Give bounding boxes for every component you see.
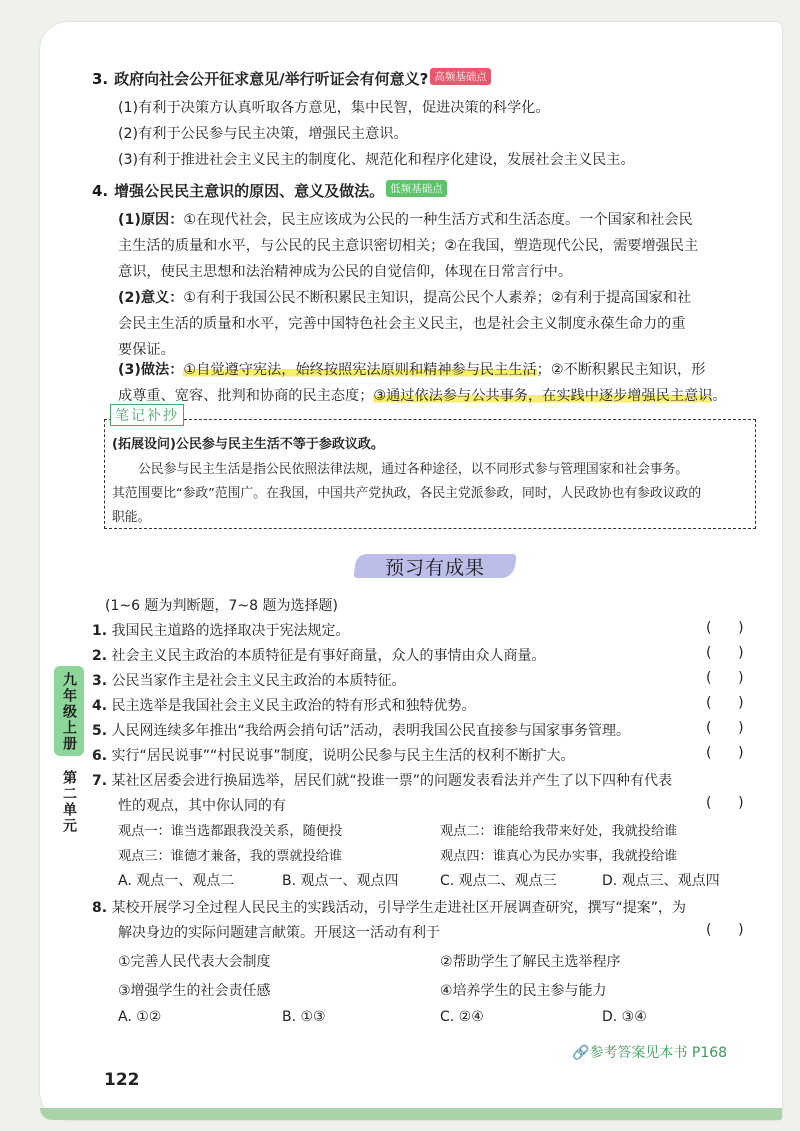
answer-blank[interactable]: ( ) (706, 620, 744, 636)
section-intro: (1~6 题为判断题，7~8 题为选择题) (105, 598, 338, 614)
grade-label: 九年级上册 (61, 672, 77, 752)
viewpoint-4: 观点四：谁真心为民办实事，我就投给谁 (440, 849, 678, 864)
section-banner (355, 550, 515, 582)
viewpoint-2: 观点二：谁能给我带来好处，我就投给谁 (440, 824, 678, 839)
judgment-item-2: 2. 社会主义民主政治的本质特征是有事好商量，众人的事情由众人商量。 (92, 648, 546, 664)
answer-reference: 🔗参考答案见本书 P168 (572, 1045, 728, 1061)
question-8-stem-2: 解决身边的实际问题建言献策。开展这一活动有利于 (118, 925, 440, 941)
question-7-stem: 7. 某社区居委会进行换届选举，居民们就“投谁一票”的问题发表看法并产生了以下四种有代表 (92, 773, 673, 789)
frequency-badge: 高频基础点 (430, 68, 491, 85)
q4-reason-line-2: 主生活的质量和水平，与公民的民主意识密切相关；②在我国，塑造现代公民，需要增强民主 (118, 238, 699, 254)
answer-blank[interactable]: ( ) (706, 720, 744, 736)
q3-point-1: (1)有利于决策方认真听取各方意见，集中民智，促进决策的科学化。 (118, 100, 550, 116)
option-c[interactable]: C. 观点二、观点三 (440, 873, 557, 889)
q4-meaning-line-1: (2)意义：①有利于我国公民不断积累民主知识，提高公民个人素养；②有利于提高国家和社 (118, 290, 692, 306)
answer-blank[interactable]: ( ) (706, 795, 744, 811)
viewpoint-1: 观点一：谁当选都跟我没关系，随便投 (118, 824, 343, 839)
answer-blank[interactable]: ( ) (706, 670, 744, 686)
statement-2: ②帮助学生了解民主选举程序 (440, 954, 621, 970)
q4-reason-line-3: 意识，使民主思想和法治精神成为公民的自觉信仰，体现在日常言行中。 (118, 264, 573, 280)
q4-method-line-2: 成尊重、宽容、批判和协商的民主态度；③通过依法参与公共事务，在实践中逐步增强民主意识。 (118, 388, 727, 404)
highlighted-text: ③通过依法参与公共事务，在实践中逐步增强民主意识 (373, 388, 713, 404)
unit-label: 第二单元 (61, 770, 77, 834)
section-title: 预习有成果 (384, 557, 485, 579)
judgment-item-1: 1. 我国民主道路的选择取决于宪法规定。 (92, 623, 350, 639)
question-4-title: 4. 增强公民民主意识的原因、意义及做法。 低频基础点 (92, 180, 447, 201)
answer-blank[interactable]: ( ) (706, 695, 744, 711)
judgment-item-4: 4. 民主选举是我国社会主义民主政治的特有形式和独特优势。 (92, 698, 476, 714)
q4-reason-line-1: (1)原因：①在现代社会，民主应该成为公民的一种生活方式和生活态度。一个国家和社会民 (118, 212, 693, 228)
judgment-item-6: 6. 实行“居民说事”“村民说事”制度，说明公民参与民主生活的权利不断扩大。 (92, 748, 575, 764)
page-edge (40, 1108, 782, 1120)
viewpoint-3: 观点三：谁德才兼备，我的票就投给谁 (118, 849, 343, 864)
highlighted-text: ①自觉遵守宪法，始终按照宪法原则和精神参与民主生活 (183, 362, 537, 378)
answer-blank[interactable]: ( ) (706, 645, 744, 661)
q3-point-3: (3)有利于推进社会主义民主的制度化、规范化和程序化建设，发展社会主义民主。 (118, 152, 635, 168)
frequency-badge: 低频基础点 (386, 180, 447, 197)
judgment-item-5: 5. 人民网连续多年推出“我给两会捎句话”活动，表明我国公民直接参与国家事务管理。 (92, 723, 631, 739)
option-b[interactable]: B. 观点一、观点四 (282, 873, 399, 889)
option-d[interactable]: D. ③④ (602, 1009, 647, 1025)
judgment-item-3: 3. 公民当家作主是社会主义民主政治的本质特征。 (92, 673, 406, 689)
q4-meaning-line-3: 要保证。 (118, 342, 175, 358)
link-icon: 🔗 (572, 1045, 590, 1061)
question-8-stem: 8. 某校开展学习全过程人民民主的实践活动，引导学生走进社区开展调查研究，撰写“提案”，为 (92, 900, 687, 916)
option-c[interactable]: C. ②④ (440, 1009, 484, 1025)
answer-blank[interactable]: ( ) (706, 922, 744, 938)
option-b[interactable]: B. ①③ (282, 1009, 326, 1025)
question-3-title: 3. 政府向社会公开征求意见/举行听证会有何意义? 高频基础点 (92, 68, 491, 89)
question-7-stem-2: 性的观点，其中你认同的有 (118, 798, 286, 814)
option-a[interactable]: A. ①② (118, 1009, 162, 1025)
option-d[interactable]: D. 观点三、观点四 (602, 873, 720, 889)
note-heading: (拓展设问)公民参与民主生活不等于参政议政。 (112, 437, 384, 452)
statement-3: ③增强学生的社会责任感 (118, 983, 271, 999)
statement-1: ①完善人民代表大会制度 (118, 954, 271, 970)
page-number: 122 (104, 1070, 140, 1090)
note-line-1: 公民参与民主生活是指公民依照法律法规，通过各种途径，以不同形式参与管理国家和社会事务。 (138, 462, 689, 477)
note-line-3: 职能。 (112, 510, 151, 525)
statement-4: ④培养学生的民主参与能力 (440, 983, 607, 999)
q4-meaning-line-2: 会民主生活的质量和水平，完善中国特色社会主义民主，也是社会主义制度永葆生命力的重 (118, 316, 686, 332)
q4-method-line-1: (3)做法：①自觉遵守宪法，始终按照宪法原则和精神参与民主生活；②不断积累民主知识，形 (118, 362, 706, 378)
option-a[interactable]: A. 观点一、观点二 (118, 873, 235, 889)
q3-point-2: (2)有利于公民参与民主决策，增强民主意识。 (118, 126, 408, 142)
note-line-2: 其范围要比“参政”范围广。在我国，中国共产党执政，各民主党派参政，同时，人民政协也有参政议政的 (112, 486, 702, 501)
answer-blank[interactable]: ( ) (706, 745, 744, 761)
note-label: 笔记补抄 (110, 404, 184, 426)
